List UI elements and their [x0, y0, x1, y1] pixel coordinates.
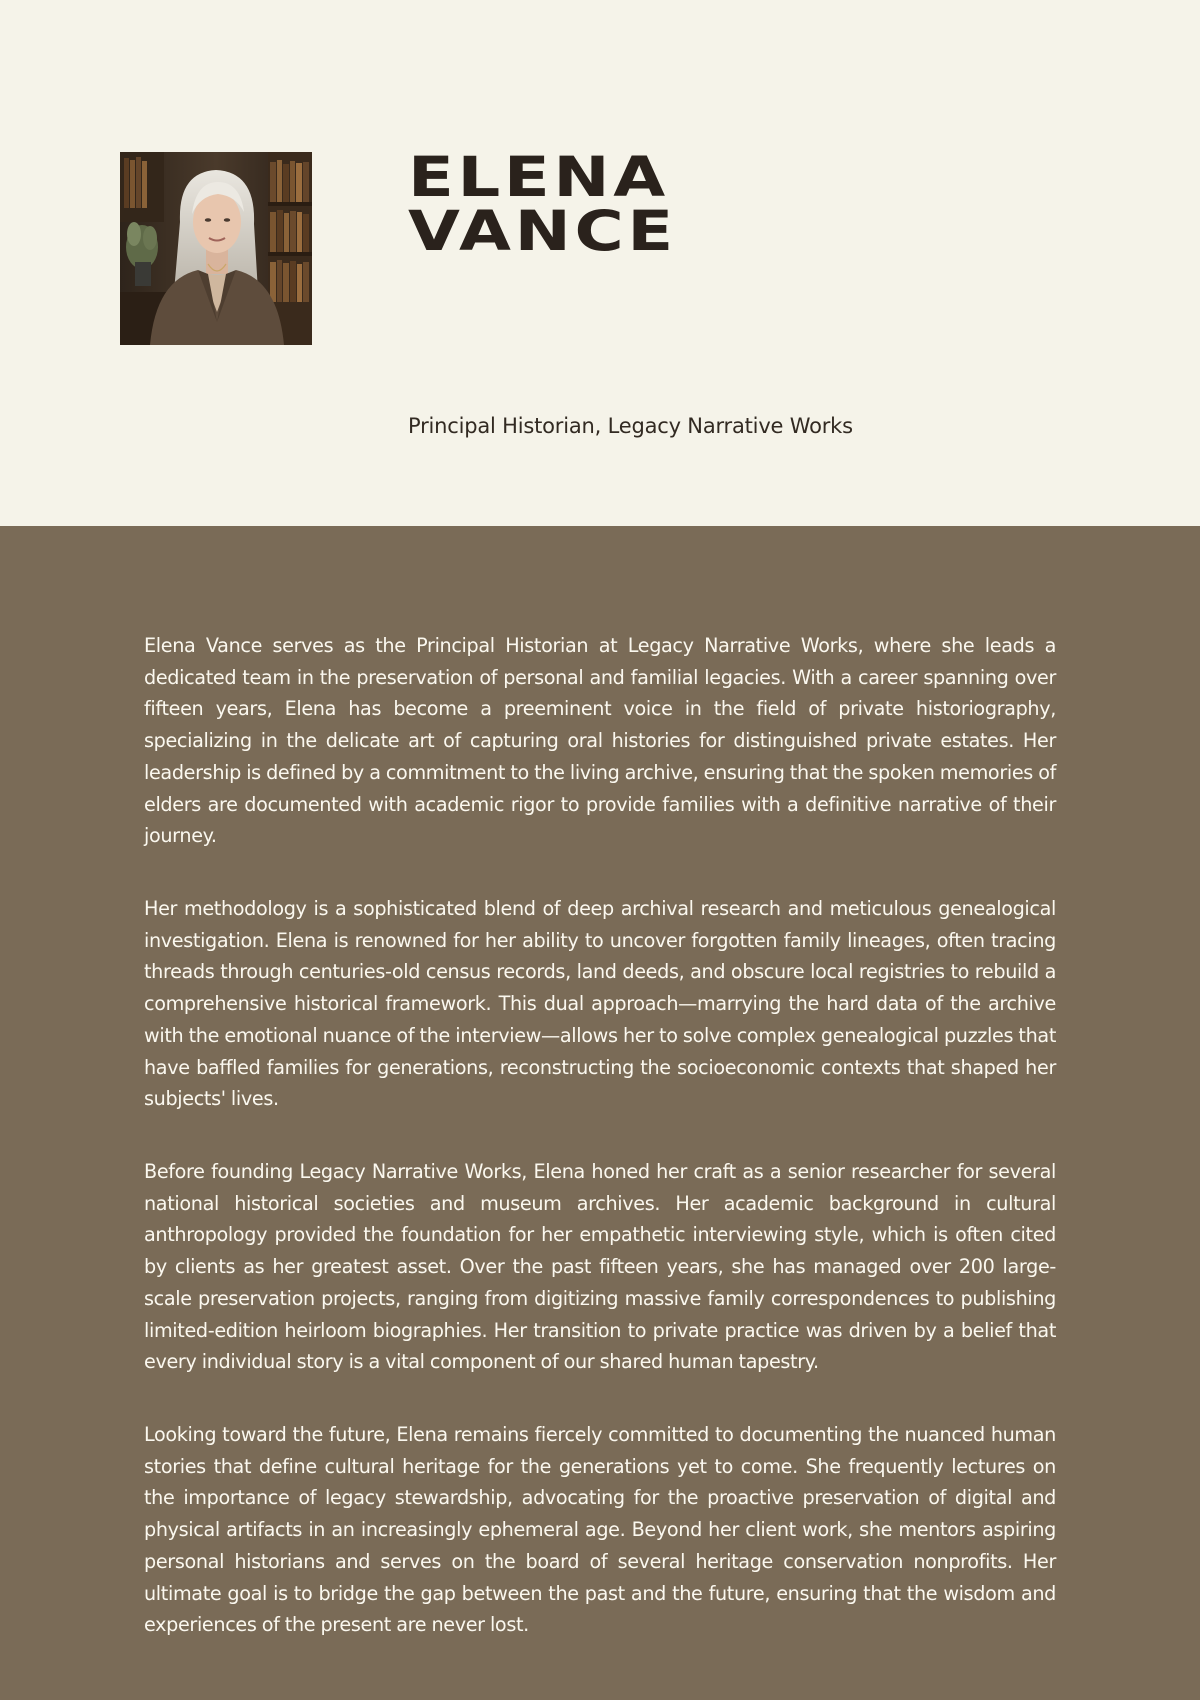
name-line-last: VANCE: [408, 199, 677, 263]
profile-name: [408, 145, 677, 263]
bio-paragraph: Her methodology is a sophisticated blend of deep archival research and meticulous genealogical investigation. Elena is renowned for her ability to uncover forgotten family lineages, often tracing threads through centuries-old census records, land deeds, and obscure local registries to rebuild a comprehensive historical framework. This dual approach—marrying the hard data of the archive with the emotional nuance of the interview—allows her to solve complex genealogical puzzles that have baffled families for generations, reconstructing the socioeconomic contexts that shaped her subjects' lives.: [144, 897, 1056, 1111]
profile-role: Principal Historian, Legacy Narrative Works: [408, 414, 853, 438]
bio-paragraph: Looking toward the future, Elena remains fiercely committed to documenting the nuanced human stories that define cultural heritage for the generations yet to come. She frequently lectures on the importance of legacy stewardship, advocating for the proactive preservation of digital and physical artifacts in an increasingly ephemeral age. Beyond her client work, she mentors aspiring personal historians and serves on the board of several heritage conservation nonprofits. Her ultimate goal is to bridge the gap between the past and the future, ensuring that the wisdom and experiences of the present are never lost.: [144, 1423, 1056, 1637]
bio-paragraph: Before founding Legacy Narrative Works, Elena honed her craft as a senior researcher for several national historical societies and museum archives. Her academic background in cultural anthropology provided the foundation for her empathetic interviewing style, which is often cited by clients as her greatest asset. Over the past fifteen years, she has managed over 200 large-scale preservation projects, ranging from digitizing massive family correspondences to publishing limited-edition heirloom biographies. Her transition to private practice was driven by a belief that every individual story is a vital component of our shared human tapestry.: [144, 1160, 1056, 1374]
portrait-photo: [120, 152, 312, 345]
biography-section: [0, 526, 1200, 1700]
profile-header: [0, 0, 1200, 526]
bio-paragraph: Elena Vance serves as the Principal Historian at Legacy Narrative Works, where she leads a dedicated team in the preservation of personal and familial legacies. With a career spanning over fifteen years, Elena has become a preeminent voice in the field of private historiography, specializing in the delicate art of capturing oral histories for distinguished private estates. Her leadership is defined by a commitment to the living archive, ensuring that the spoken memories of elders are documented with academic rigor to provide families with a definitive narrative of their journey.: [144, 634, 1056, 848]
name-line-first: ELENA: [408, 145, 669, 209]
portrait-illustration: [120, 152, 312, 345]
